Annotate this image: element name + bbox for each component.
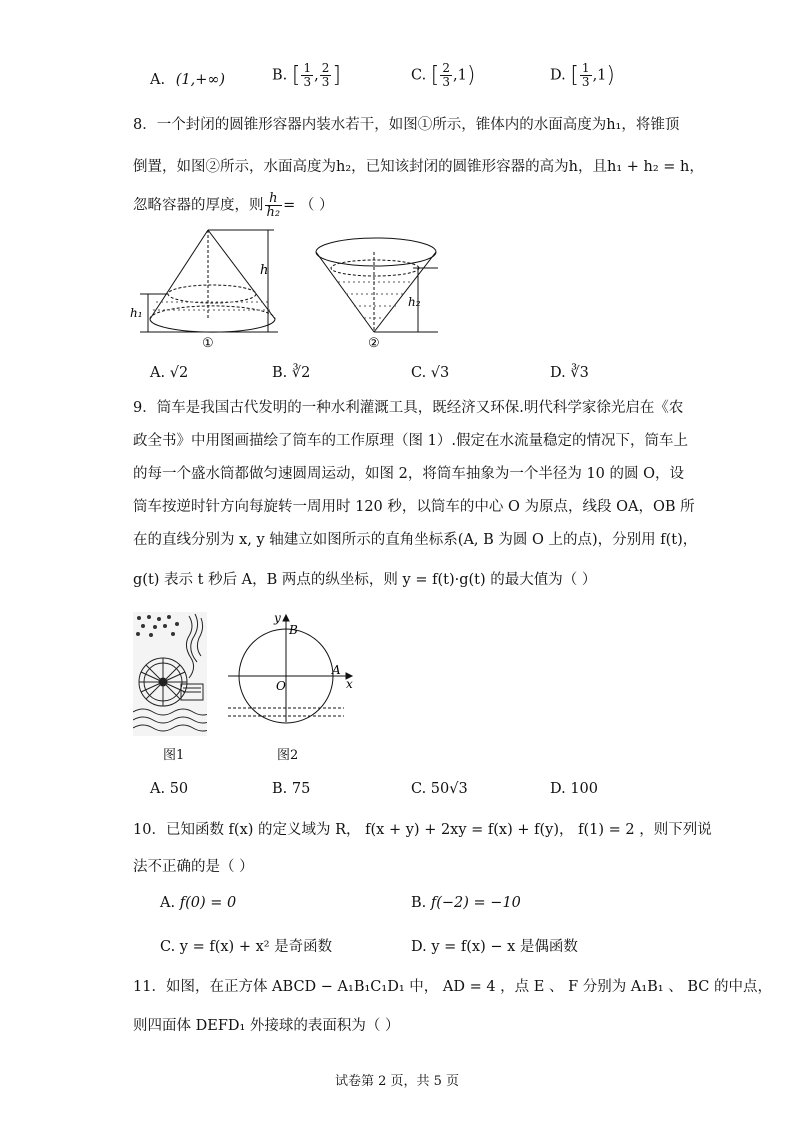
q10-option-c-value: y = f(x) + x² 是奇函数 [179, 939, 333, 955]
q9-figure-1-water-wheel [133, 612, 207, 736]
q8-option-b-letter: B. [272, 365, 288, 381]
q8-option-b [272, 365, 310, 381]
q9-line-1: 9．筒车是我国古代发明的一种水利灌溉工具，既经济又环保.明代科学家徐光启在《农 [133, 400, 684, 416]
q7-option-b-frac2 [320, 62, 332, 89]
q9-figure-2-coordinate-circle [228, 612, 358, 724]
q9-option-c-letter: C. [411, 781, 427, 797]
q10-option-c [160, 935, 332, 956]
q8-option-a-value: √2 [169, 365, 189, 381]
q10-option-d [411, 935, 578, 956]
q8-option-b-value: ∛2 [291, 365, 311, 381]
fig2-label-o: O [276, 679, 286, 693]
q9-line-5: 在的直线分别为 x, y 轴建立如图所示的直角坐标系(A, B 为圆 O 上的点)，分别用 f(t)， [133, 532, 698, 548]
q8-line-3-prefix: 忽略容器的厚度，则 [133, 197, 264, 214]
q7-option-b-num2: 2 [321, 61, 330, 75]
fig2-label-a: A [332, 663, 341, 677]
q7-option-d-letter: D. [550, 67, 566, 84]
page-footer: 试卷第 2 页，共 5 页 [334, 1074, 460, 1089]
q7-option-b-left: [ [291, 63, 301, 88]
q7-option-b: B. [ $\frac{1}{3}$ , $\frac{2}{3}$ ] [272, 61, 341, 89]
q7-option-a-letter: A. [150, 72, 166, 88]
q11-line-1: 11．如图，在正方体 ABCD − A₁B₁C₁D₁ 中， AD = 4 ，点 E 、 F 分别为 A₁B₁ 、 BC 的中点， [133, 979, 772, 995]
q10-option-a-letter: A. [160, 895, 176, 911]
q9-line-2: 政全书》中用图画描绘了筒车的工作原理（图 1）.假定在水流量稳定的情况下，筒车上 [133, 433, 688, 449]
q9-line-6: g(t) 表示 t 秒后 A，B 两点的纵坐标，则 y = f(t)·g(t) 的最大值为（ ） [133, 572, 597, 588]
q9-option-d [550, 781, 598, 797]
fig2-label-x: x [346, 677, 353, 691]
cone1-water-surface [168, 285, 256, 303]
q9-option-c [411, 781, 468, 797]
q7-option-b-num1: 1 [303, 61, 312, 75]
q9-option-b-letter: B. [272, 781, 288, 797]
q8-line-1: 8．一个封闭的圆锥形容器内装水若干，如图①所示，锥体内的水面高度为h₁，将锥顶 [133, 117, 680, 133]
q7-option-a [150, 72, 225, 88]
cone2-top-front [316, 252, 436, 266]
q8-fraction-num: h [265, 192, 283, 206]
q8-option-a [150, 365, 188, 381]
q10-line-2: 法不正确的是（ ） [133, 859, 254, 875]
cone2-top-back [316, 238, 436, 252]
q7-option-b-den1: 3 [303, 75, 312, 89]
q7-option-d-left: [ [570, 63, 579, 88]
q8-option-d [550, 365, 589, 381]
q7-option-d-tail: ,1 [592, 67, 607, 84]
q10-option-b [411, 895, 521, 911]
q10-option-a-value: f(0) = 0 [179, 895, 237, 911]
q8-line-3-suffix: = （ ） [283, 197, 334, 214]
q11-line-2: 则四面体 DEFD₁ 外接球的表面积为（ ） [133, 1018, 400, 1034]
cone1-left-edge [150, 230, 208, 319]
q7-option-c-right: ) [466, 63, 476, 88]
q7-option-d-right: ) [606, 63, 615, 88]
q10-option-a [160, 895, 236, 911]
q10-option-d-value: y = f(x) − x 是偶函数 [431, 939, 578, 955]
q7-option-c-left: [ [430, 63, 440, 88]
cone1-base-back [150, 306, 275, 319]
q7-option-d-den1: 3 [581, 75, 590, 89]
q7-option-c [411, 62, 475, 89]
q8-line-3 [133, 192, 333, 219]
q8-fraction [265, 192, 283, 219]
q10-line-1: 10．已知函数 f(x) 的定义域为 R， f(x + y) + 2xy = f(x) + f(y)， f(1) = 2 ，则下列说 [133, 822, 712, 838]
q9-option-b [272, 781, 310, 797]
q8-option-c [411, 365, 449, 381]
q8-option-c-value: √3 [430, 365, 450, 381]
q9-figure-1-caption: 图1 [163, 748, 185, 763]
q9-option-d-letter: D. [550, 781, 566, 797]
fig2-label-b: B [289, 623, 298, 637]
q8-cone-figures [128, 222, 458, 350]
q9-option-c-value: 50√3 [430, 781, 468, 797]
q9-figure-2-caption: 图2 [277, 748, 299, 763]
q9-option-a-value: 50 [169, 781, 189, 797]
q7-option-b-right: ] [332, 63, 341, 88]
q7-option-b-den2: 3 [321, 75, 330, 89]
q7-option-b-frac1 [301, 62, 313, 89]
q10-option-b-letter: B. [411, 895, 427, 911]
q7-option-c-num1: 2 [442, 61, 451, 75]
cone2-caption: ② [368, 336, 380, 350]
q7-option-d [550, 62, 615, 89]
cone1-caption: ① [202, 336, 214, 350]
cone1-label-h1: h₁ [130, 306, 143, 320]
cone2-label-h2: h₂ [408, 295, 421, 309]
cone1-label-h: h [260, 263, 269, 278]
q10-option-d-letter: D. [411, 939, 427, 955]
q9-option-b-value: 75 [291, 781, 311, 797]
q8-option-c-letter: C. [411, 365, 427, 381]
y-axis-arrow [283, 615, 289, 621]
q7-option-d-num1: 1 [581, 61, 590, 75]
q8-fraction-den: h₂ [266, 205, 281, 220]
q8-line-2: 倒置，如图②所示，水面高度为h₂，已知该封闭的圆锥形容器的高为h，且h₁ + h₂ = h， [133, 159, 704, 175]
q9-option-a [150, 781, 188, 797]
q7-option-c-tail: ,1 [453, 67, 467, 84]
q7-option-b-letter: B. [272, 67, 288, 84]
q7-option-c-frac [440, 62, 452, 89]
q8-option-a-letter: A. [150, 365, 166, 381]
q8-option-d-value: ∛3 [570, 365, 589, 381]
q7-option-c-den1: 3 [442, 75, 451, 89]
q10-option-c-letter: C. [160, 939, 176, 955]
q7-option-d-frac [580, 62, 592, 89]
q7-option-a-expr: (1,+∞) [175, 72, 226, 88]
q9-line-3: 的每一个盛水筒都做匀速圆周运动，如图 2，将筒车抽象为一个半径为 10 的圆 O，设 [133, 466, 684, 482]
q8-option-d-letter: D. [550, 365, 566, 381]
q7-option-c-letter: C. [411, 67, 427, 84]
fig2-label-y: y [274, 612, 281, 625]
q10-option-b-value: f(−2) = −10 [430, 895, 521, 911]
cone2-water-surface [331, 260, 419, 276]
q9-option-a-letter: A. [150, 781, 166, 797]
cone1-base-front [150, 319, 275, 332]
q9-line-4: 筒车按逆时针方向每旋转一周用时 120 秒，以筒车的中心 O 为原点，线段 OA，OB 所 [133, 499, 695, 515]
q9-option-d-value: 100 [570, 781, 599, 797]
